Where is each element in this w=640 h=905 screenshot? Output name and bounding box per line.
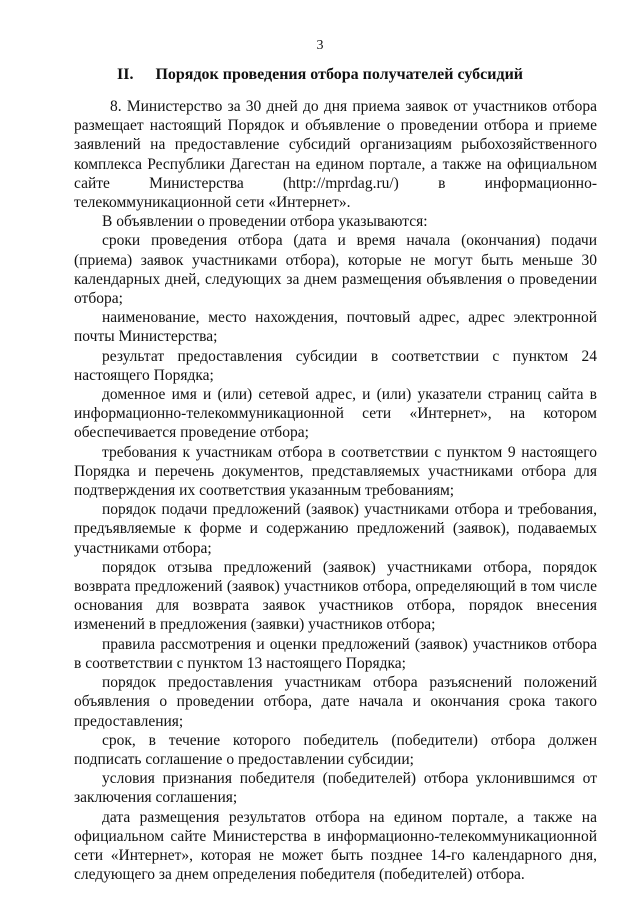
- paragraph-clause-8: 8. Министерство за 30 дней до дня приема заявок от участников отбора размещает настоящий Порядок и объявление о проведении отбора и приеме заявлений на предоставление субсидий организациям рыбохозяйственного комплекса Республики Дагестан на едином портале, а также на официальном сайте Министерства (http://mprdag.ru/) в информационно-телекоммуникационной сети «Интернет».: [74, 98, 597, 212]
- list-item-evasion-conditions: условия признания победителя (победителей) отбора уклонившимся от заключения соглашения;: [74, 770, 597, 807]
- page-number: 3: [316, 38, 324, 53]
- list-item-signing-deadline: срок, в течение которого победитель (победители) отбора должен подписать соглашение о предоставлении субсидии;: [74, 731, 597, 768]
- list-item-ministry-address: наименование, место нахождения, почтовый адрес, адрес электронной почты Министерства;: [74, 309, 597, 346]
- section-number: II.: [116, 66, 134, 83]
- list-item-clarifications: порядок предоставления участникам отбора разъяснений положений объявления о проведении отбора, дате начала и окончания срока такого предоставления;: [74, 674, 597, 730]
- list-item-result: результат предоставления субсидии в соответствии с пунктом 24 настоящего Порядка;: [74, 347, 597, 384]
- list-item-evaluation-rules: правила рассмотрения и оценки предложений (заявок) участников отбора в соответствии с пунктом 13 настоящего Порядка;: [74, 635, 597, 672]
- list-item-results-date: дата размещения результатов отбора на едином портале, а также на официальном сайте Министерства в информационно-телекоммуникационной сети «Интернет», которая не может быть позднее 14-го календарного дня, следующего за днем определения победителя (победителей) отбора.: [74, 808, 597, 884]
- list-item-terms: сроки проведения отбора (дата и время начала (окончания) подачи (приема) заявок участниками отбора), которые не могут быть меньше 30 календарных дней, следующих за днем размещения объявления о проведении отбора;: [74, 232, 597, 308]
- section-heading: [0, 66, 640, 84]
- list-item-withdrawal-procedure: порядок отзыва предложений (заявок) участниками отбора, порядок возврата предложений (заявок) участников отбора, определяющий в том числе основания для возврата заявок участников отбора, порядок внесения изменений в предложения (заявки) участников отбора;: [74, 558, 597, 634]
- list-item-domain: доменное имя и (или) сетевой адрес, и (или) указатели страниц сайта в информационно-телекоммуникационной сети «Интернет», на котором обеспечивается проведение отбора;: [74, 386, 597, 442]
- list-item-submission-procedure: порядок подачи предложений (заявок) участниками отбора и требования, предъявляемые к форме и содержанию предложений (заявок), подаваемых участниками отбора;: [74, 501, 597, 557]
- list-item-requirements: требования к участникам отбора в соответствии с пунктом 9 настоящего Порядка и перечень документов, представляемых участниками отбора для подтверждения их соответствия указанным требованиям;: [74, 443, 597, 500]
- paragraph-announcement-intro: В объявлении о проведении отбора указываются:: [102, 213, 428, 231]
- section-title: Порядок проведения отбора получателей субсидий: [155, 66, 524, 83]
- document-body: [74, 97, 597, 884]
